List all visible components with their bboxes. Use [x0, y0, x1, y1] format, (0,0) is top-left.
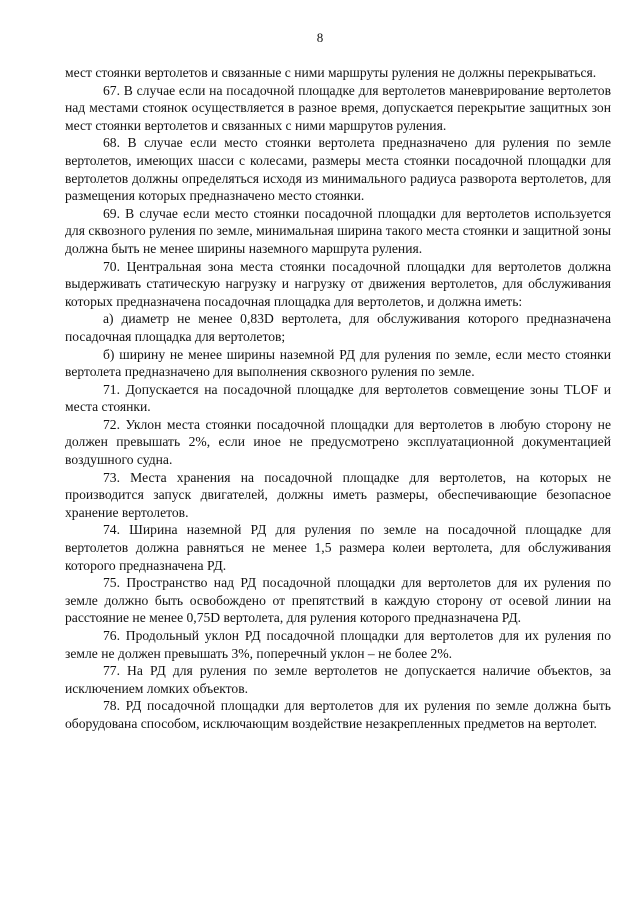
page-number: 8 — [316, 30, 324, 45]
paragraph-73: 73. Места хранения на посадочной площадке для вертолетов, на которых не производится запуск двигателей, должны иметь размеры, обеспечивающие безопасное хранение вертолетов. — [65, 469, 611, 520]
paragraph-72: 72. Уклон места стоянки посадочной площадки для вертолетов в любую сторону не должен превышать 2%, если иное не предусмотрено эксплуатационной документацией воздушного судна. — [65, 416, 611, 468]
paragraph-78: 78. РД посадочной площадки для вертолетов для их руления по земле должна быть оборудована способом, исключающим воздействие незакрепленных предметов на вертолет. — [65, 698, 611, 731]
document-body — [65, 64, 611, 733]
paragraph-75: 75. Пространство над РД посадочной площадки для вертолетов для их руления по земле должно быть освобождено от препятствий в каждую сторону от осевой линии на расстояние не менее 0,75D вертолета, для руления которого предназначена РД. — [65, 575, 611, 626]
paragraph-70-item-b: б) ширину не менее ширины наземной РД для руления по земле, если место стоянки вертолета предназначено для выполнения сквозного руления по земле. — [65, 346, 611, 380]
paragraph-71: 71. Допускается на посадочной площадке для вертолетов совмещение зоны TLOF и места стоянки. — [65, 381, 611, 415]
paragraph-74: 74. Ширина наземной РД для руления по земле на посадочной площадке для вертолетов должна равняться не менее 1,5 размера колеи вертолета, для обслуживания которого предназначена РД. — [65, 522, 611, 573]
paragraph-continuation: мест стоянки вертолетов и связанные с ними маршруты руления не должны перекрываться. — [65, 65, 597, 80]
paragraph-68: 68. В случае если место стоянки вертолета предназначено для руления по земле вертолетов, имеющих шасси с колесами, размеры места стоянки посадочной площадки для вертолетов должны определяться исходя из минимального радиуса разворота вертолетов, для размещения которых предназначено место стоянки. — [65, 135, 611, 204]
paragraph-69: 69. В случае если место стоянки посадочной площадки для вертолетов используется для сквозного руления по земле, минимальная ширина такого места стоянки и защитной зоны должна быть не менее ширины наземного маршрута руления. — [65, 205, 611, 256]
paragraph-70: 70. Центральная зона места стоянки посадочной площадки для вертолетов должна выдерживать статическую нагрузку и нагрузку от движения вертолетов, для обслуживания которых предназначена посадочная площадка для вертолетов, и должна иметь: — [65, 258, 611, 309]
paragraph-76: 76. Продольный уклон РД посадочной площадки для вертолетов для их руления по земле не должен превышать 3%, поперечный уклон – не более 2%. — [65, 628, 611, 661]
paragraph-77: 77. На РД для руления по земле вертолетов не допускается наличие объектов, за исключением ломких объектов. — [65, 663, 611, 696]
paragraph-70-item-a: а) диаметр не менее 0,83D вертолета, для обслуживания которого предназначена посадочная площадка для вертолетов; — [65, 311, 611, 344]
paragraph-67: 67. В случае если на посадочной площадке для вертолетов маневрирование вертолетов над местами стоянок осуществляется в разное время, допускается перекрытие защитных зон мест стоянки вертолетов и связанных с ними маршрутов руления. — [65, 82, 611, 133]
